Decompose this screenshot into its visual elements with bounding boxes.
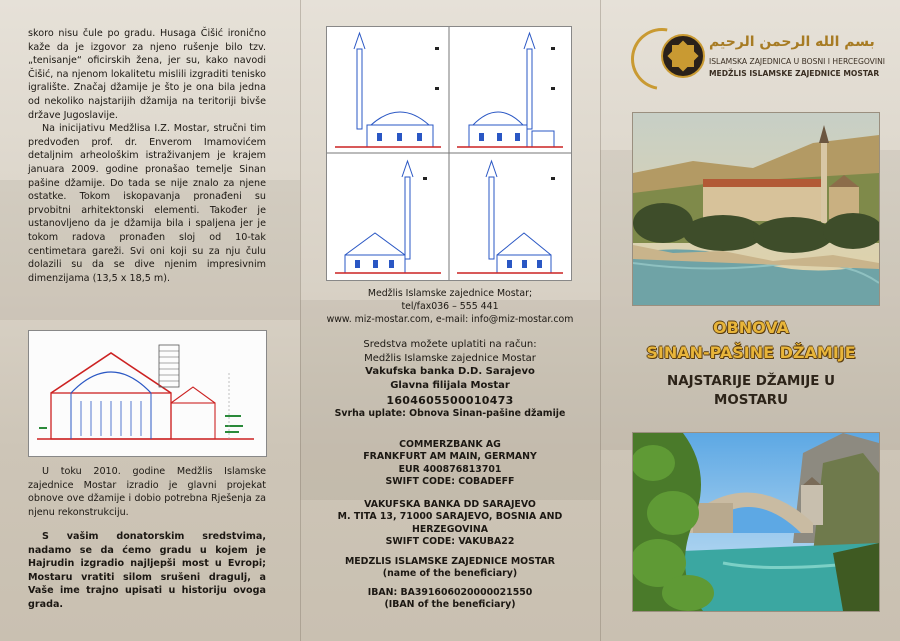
- paragraph-project: U toku 2010. godine Medžlis Islamske zajednice Mostar izradio je glavni projekat obnove ove džamije i dobio potrebna Rješenja za njenu rekonstrukciju.: [28, 466, 266, 518]
- subtitle-line1: NAJSTARIJE DŽAMIJE U: [667, 374, 835, 389]
- payment-recipient: Medžlis Islamske zajednice Mostar: [364, 352, 536, 364]
- emblem-icon: [661, 34, 705, 78]
- bank1-branch: Glavna filijala Mostar: [390, 379, 510, 391]
- contact-block: [318, 287, 582, 326]
- org-name-line2: MEDŽLIS ISLAMSKE ZAJEDNICE MOSTAR: [709, 69, 880, 78]
- iban-number: IBAN: BA391606020000021550: [367, 587, 533, 598]
- payment-purpose: Svrha uplate: Obnova Sinan-pašine džamije: [334, 408, 566, 419]
- bank3-line: M. TITA 13, 71000 SARAJEVO, BOSNIA AND: [337, 511, 563, 523]
- fold-line: [600, 0, 601, 641]
- cross-section-drawing: [28, 330, 267, 457]
- bank3-line: VAKUFSKA BANKA DD SARAJEVO: [364, 499, 536, 510]
- contact-line-org: Medžlis Islamske zajednice Mostar;: [367, 288, 533, 299]
- subtitle-line2: MOSTARU: [714, 393, 788, 408]
- bank1-name: Vakufska banka D.D. Sarajevo: [365, 366, 535, 377]
- payment-intro: Sredstva možete uplatiti na račun:: [363, 339, 537, 350]
- bank2-line: COMMERZBANK AG: [399, 439, 501, 450]
- contact-line-phone: tel/fax036 – 555 441: [401, 301, 499, 312]
- bank3-line: HERZEGOVINA: [412, 523, 488, 535]
- beneficiary-label: (name of the beneficiary): [382, 568, 518, 580]
- iban-block: [318, 587, 582, 612]
- elevation-drawings: [326, 26, 572, 281]
- paragraph-history: skoro nisu čule po gradu. Husaga Čišić ironično kaže da je izgovor za njeno rušenje bilo tzv. „tenisanje“ oficirskih žena, jer su, kako navodi Čišić, na njenom lokalitetu mislili izgraditi tenisko igralište. Značaj džamije je što je ona bila jedna od nekoliko najstarijih džamija na teritoriji bivše države Jugoslavije.: [28, 28, 266, 121]
- contact-line-web: www. miz-mostar.com, e-mail: info@miz-mostar.com: [326, 314, 574, 325]
- commerzbank-block: [318, 439, 582, 489]
- title-line1: OBNOVA: [712, 318, 790, 337]
- account-number: 1604605500010473: [386, 394, 514, 407]
- intro-text: [28, 27, 266, 285]
- bank2-line: SWIFT CODE: COBADEFF: [385, 476, 515, 488]
- paragraph-appeal: S vašim donatorskim sredstvima, nadamo se da ćemo gradu u kojem je Hajrudin izgradio najljepši most u Evropi; Mostaru vratiti silom srušeni dragulj, a Vaše ime trajno upisati u historiju ovoga grada.: [28, 531, 266, 610]
- beneficiary-name: MEDZLIS ISLAMSKE ZAJEDNICE MOSTAR: [344, 556, 556, 567]
- old-bridge-photo: [632, 432, 880, 612]
- fold-line: [300, 0, 301, 641]
- historic-mosque-photo: [632, 112, 880, 306]
- beneficiary-block: [318, 556, 582, 581]
- paragraph-excavation: Na inicijativu Medžlisa I.Z. Mostar, stručni tim predvođen prof. dr. Enverom Imamovićem detaljnim arheološkim istraživanjem je krajem januara 2009. godine pronašao temelje Sinan pašine džamije. Do tada se nije znalo za njene ostatke. Tokom iskopavanja pronađeni su prvobitni arhitektonski elementi. Također je ustanovljeno da je džamija bila i spaljena jer je tokom radova pronađen sloj od 10-tak centimetara gareži. Svi oni koji su za nju čulu dolazili su da se dive njenim impresivnim dimenzijama (13,5 x 18,5 m).: [28, 123, 266, 284]
- payment-block: [318, 338, 582, 420]
- organization-logo: [631, 26, 886, 88]
- appeal-text: [28, 530, 266, 612]
- bank2-line: FRANKFURT AM MAIN, GERMANY: [363, 451, 537, 463]
- title-line2: SINAN-PAŠINE DŽAMIJE: [646, 343, 856, 362]
- project-text: [28, 465, 266, 519]
- bank3-line: SWIFT CODE: VAKUBA22: [385, 536, 515, 548]
- iban-label: (IBAN of the beneficiary): [384, 599, 516, 611]
- bank2-line: EUR 400876813701: [398, 463, 502, 475]
- subtitle: [610, 372, 892, 410]
- vakufska-block: [318, 499, 582, 549]
- org-name-line1: ISLAMSKA ZAJEDNICA U BOSNI I HERCEGOVINI: [709, 57, 886, 66]
- basmala-text: بسم الله الرحمن الرحيم: [709, 34, 875, 50]
